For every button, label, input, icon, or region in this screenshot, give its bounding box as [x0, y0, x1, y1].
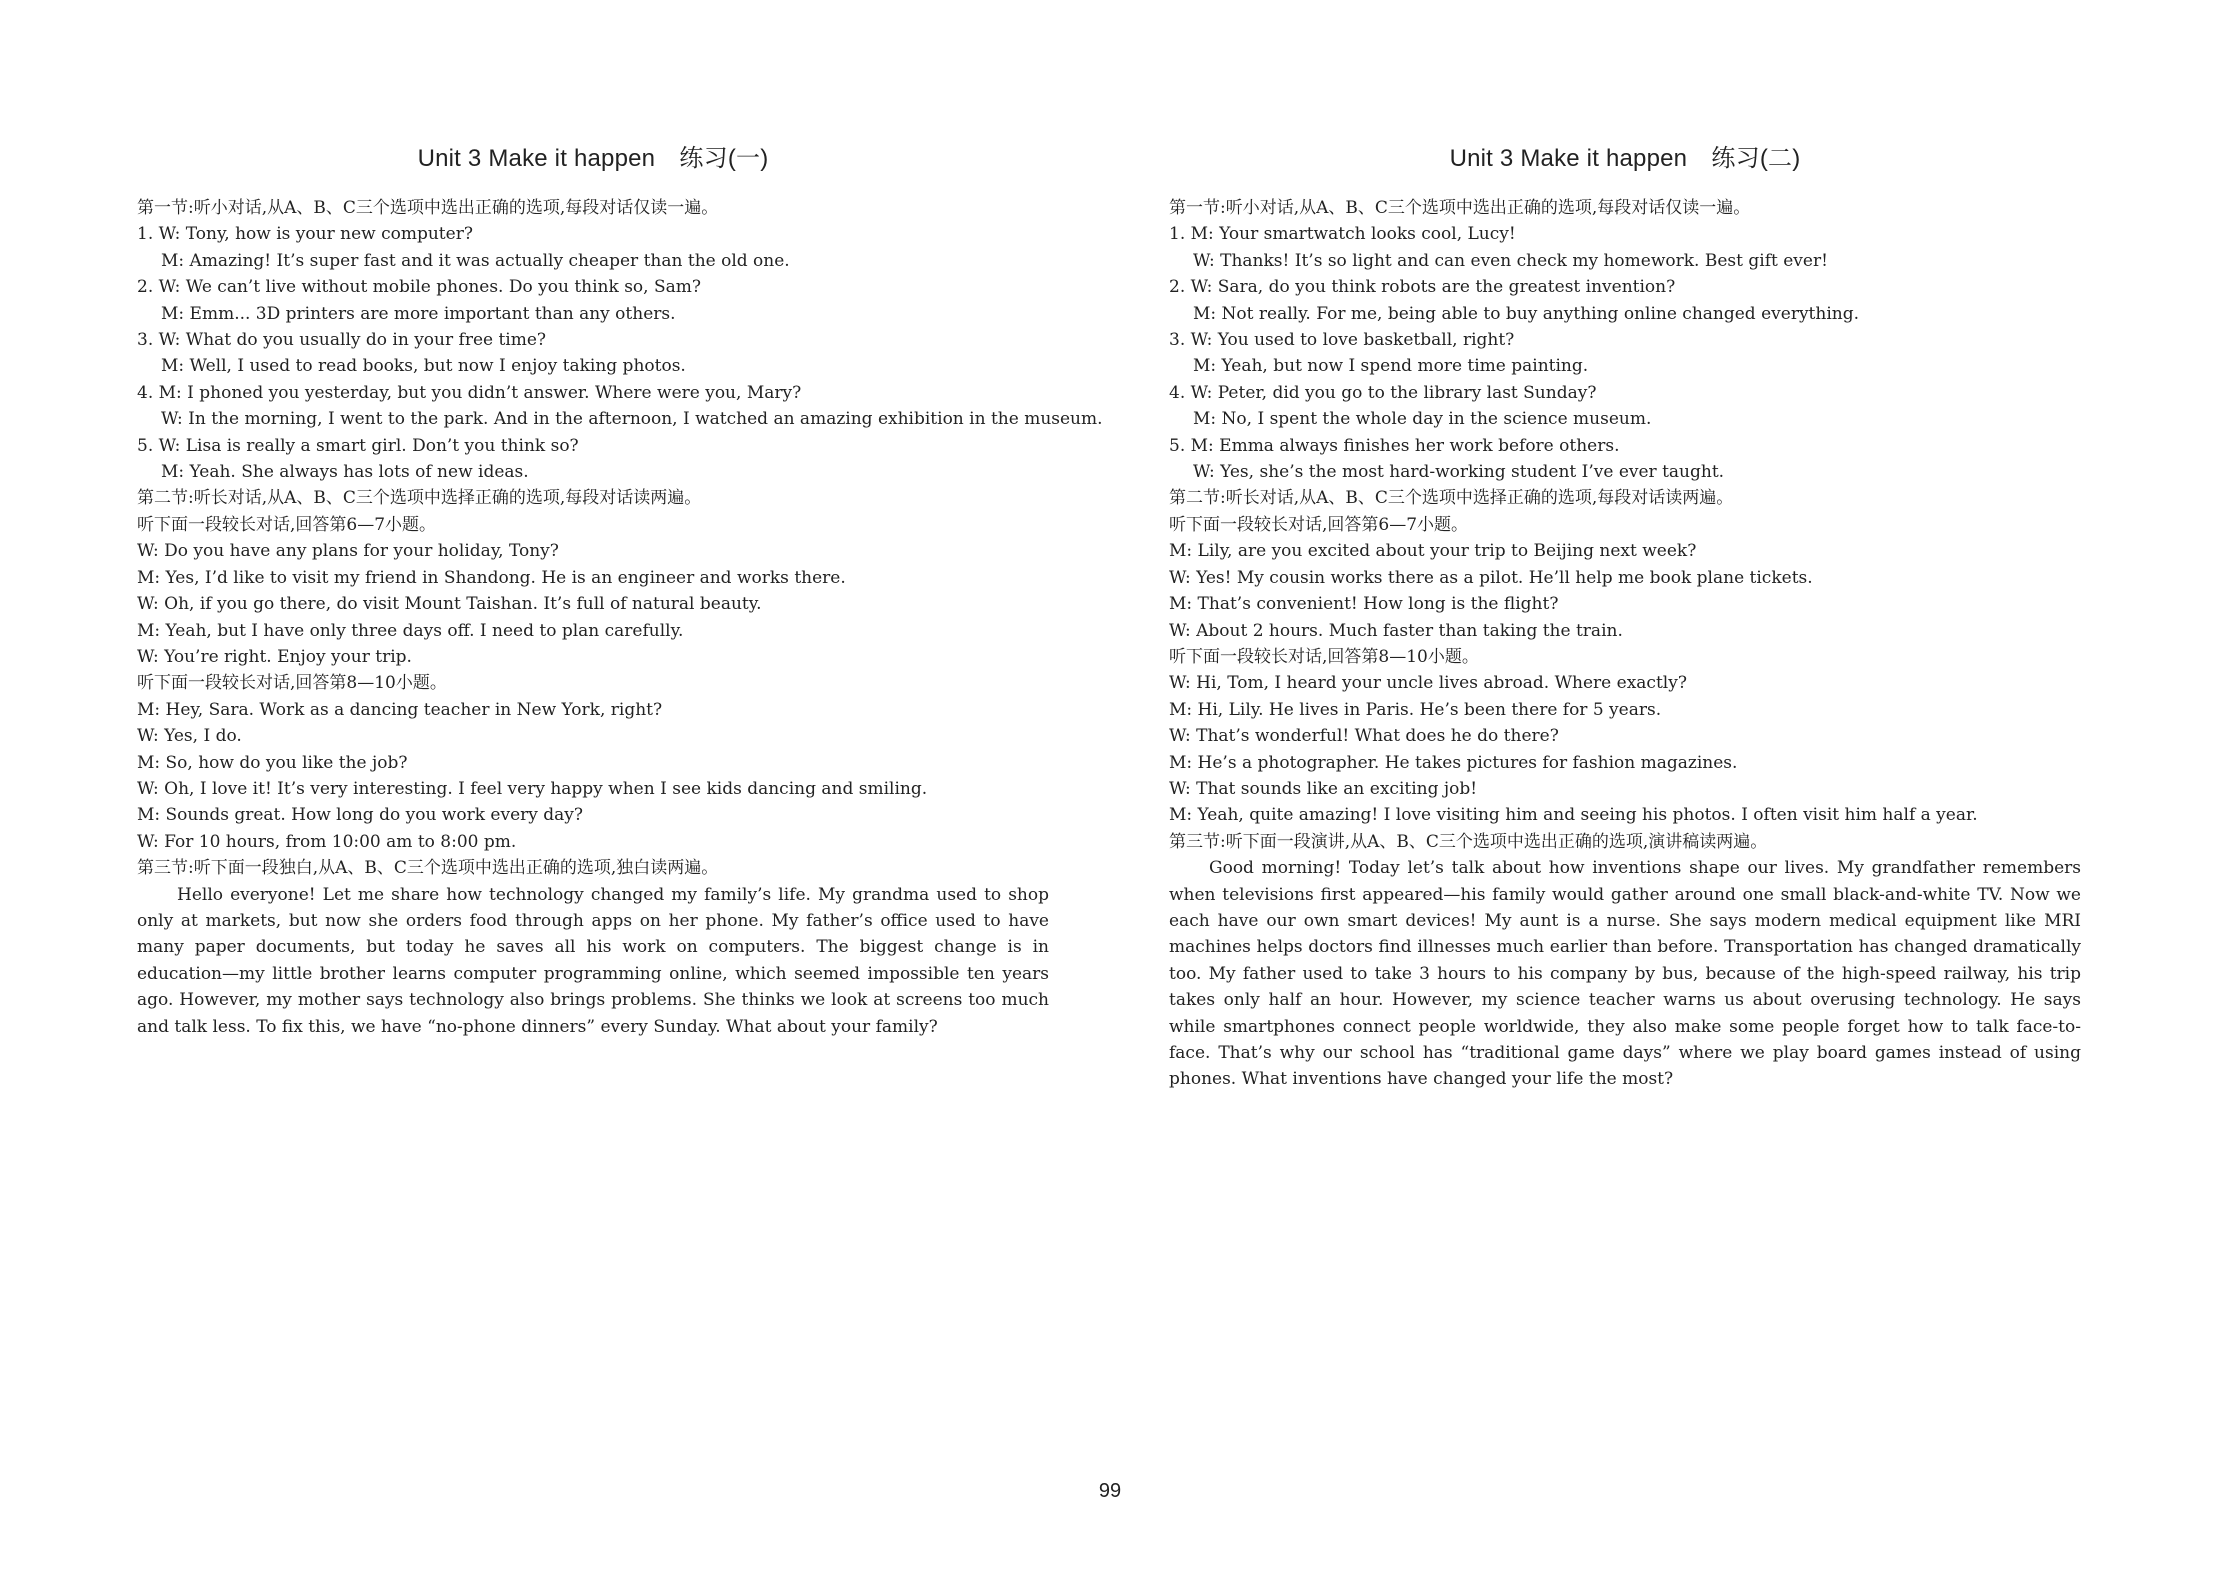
- text-line: 听下面一段较长对话,回答第8—10小题。: [1169, 646, 1479, 667]
- text-line: 2. W: Sara, do you think robots are the greatest invention?: [1169, 277, 1676, 298]
- text-line: 3. W: What do you usually do in your free time?: [137, 330, 547, 351]
- text-line: M: Hi, Lily. He lives in Paris. He’s been there for 5 years.: [1169, 699, 1662, 720]
- text-line: M: Yeah, quite amazing! I love visiting him and seeing his photos. I often visit him half a year.: [1169, 805, 1978, 826]
- right-exercise-title: Unit 3 Make it happen 练习(二): [1449, 145, 1801, 172]
- right-exercise-column: [1169, 138, 2081, 1093]
- text-line: W: Oh, if you go there, do visit Mount Taishan. It’s full of natural beauty.: [137, 594, 762, 615]
- text-line: W: For 10 hours, from 10:00 am to 8:00 pm.: [137, 831, 517, 852]
- text-line: 听下面一段较长对话,回答第8—10小题。: [137, 673, 447, 694]
- text-line: 5. W: Lisa is really a smart girl. Don’t you think so?: [137, 435, 579, 456]
- text-line: 4. W: Peter, did you go to the library last Sunday?: [1169, 382, 1597, 403]
- text-line: M: Yeah, but I have only three days off. I need to plan carefully.: [137, 620, 684, 641]
- right-exercise-lines: [1169, 195, 2081, 855]
- text-line: M: So, how do you like the job?: [137, 752, 408, 773]
- text-line: W: That sounds like an exciting job!: [1169, 778, 1478, 799]
- text-line: W: Oh, I love it! It’s very interesting. I feel very happy when I see kids dancing and smiling.: [137, 778, 928, 799]
- text-line: M: Hey, Sara. Work as a dancing teacher in New York, right?: [137, 699, 663, 720]
- right-speech-passage: Good morning! Today let’s talk about how inventions shape our lives. My grandfather remembers when televisions first appeared—his family would gather around one small black-and-white TV. Now we each have our own smart devices! My aunt is a nurse. She says modern medical equipment like MRI machines helps doctors find illnesses much earlier than before. Transportation has changed dramatically too. My father used to take 3 hours to his company by bus, because of the high-speed railway, his trip takes only half an hour. However, my science teacher warns us about overusing technology. He says while smartphones connect people worldwide, they also make some people forget how to talk face-to-face. That’s why our school has “traditional game days” where we play board games instead of using phones. What inventions have changed your life the most?: [1169, 858, 2081, 1090]
- text-line: W: About 2 hours. Much faster than taking the train.: [1169, 620, 1623, 641]
- left-exercise-column: [137, 138, 1103, 1040]
- text-line: W: Do you have any plans for your holiday, Tony?: [137, 541, 559, 562]
- text-line: W: Thanks! It’s so light and can even check my homework. Best gift ever!: [1193, 250, 1828, 271]
- text-line: W: That’s wonderful! What does he do there?: [1169, 726, 1559, 747]
- left-monologue-passage: Hello everyone! Let me share how technology changed my family’s life. My grandma used to shop only at markets, but now she orders food through apps on her phone. My father’s office used to have many paper documents, but today he saves all his work on computers. The biggest change is in education—my little brother learns computer programming online, which seemed impossible ten years ago. However, my mother says technology also brings problems. She thinks we look at screens too much and talk less. To fix this, we have “no-phone dinners” every Sunday. What about your family?: [137, 884, 1049, 1037]
- text-line: 第一节:听小对话,从A、B、C三个选项中选出正确的选项,每段对话仅读一遍。: [1169, 198, 1751, 218]
- text-line: M: Yes, I’d like to visit my friend in Shandong. He is an engineer and works there.: [137, 567, 846, 588]
- text-line: M: Lily, are you excited about your trip to Beijing next week?: [1169, 541, 1697, 562]
- text-line: M: Not really. For me, being able to buy anything online changed everything.: [1193, 303, 1859, 324]
- left-exercise-lines: [137, 195, 1103, 882]
- text-line: W: You’re right. Enjoy your trip.: [137, 646, 412, 667]
- text-line: 4. M: I phoned you yesterday, but you didn’t answer. Where were you, Mary?: [137, 382, 802, 403]
- text-line: 第二节:听长对话,从A、B、C三个选项中选择正确的选项,每段对话读两遍。: [1169, 488, 1734, 509]
- text-line: 第一节:听小对话,从A、B、C三个选项中选出正确的选项,每段对话仅读一遍。: [137, 198, 719, 218]
- text-line: M: Yeah, but now I spend more time painting.: [1193, 356, 1589, 377]
- text-line: 第三节:听下面一段演讲,从A、B、C三个选项中选出正确的选项,演讲稿读两遍。: [1169, 831, 1768, 852]
- text-line: M: Yeah. She always has lots of new ideas.: [161, 462, 529, 483]
- text-line: 听下面一段较长对话,回答第6—7小题。: [137, 514, 437, 535]
- text-line: M: He’s a photographer. He takes pictures for fashion magazines.: [1169, 752, 1738, 773]
- text-line: M: No, I spent the whole day in the science museum.: [1193, 409, 1652, 430]
- text-line: M: Emm... 3D printers are more important than any others.: [161, 303, 676, 324]
- left-exercise-title: Unit 3 Make it happen 练习(一): [417, 145, 769, 172]
- text-line: M: Amazing! It’s super fast and it was actually cheaper than the old one.: [161, 250, 790, 271]
- text-line: M: Sounds great. How long do you work every day?: [137, 805, 584, 826]
- text-line: 2. W: We can’t live without mobile phones. Do you think so, Sam?: [137, 277, 701, 298]
- text-line: 听下面一段较长对话,回答第6—7小题。: [1169, 514, 1469, 535]
- text-line: W: Hi, Tom, I heard your uncle lives abroad. Where exactly?: [1169, 673, 1687, 694]
- text-line: M: That’s convenient! How long is the flight?: [1169, 594, 1559, 615]
- text-line: 第二节:听长对话,从A、B、C三个选项中选择正确的选项,每段对话读两遍。: [137, 488, 702, 509]
- text-line: W: Yes! My cousin works there as a pilot. He’ll help me book plane tickets.: [1169, 567, 1813, 588]
- text-line: W: In the morning, I went to the park. And in the afternoon, I watched an amazing exhibition in the museum.: [161, 409, 1103, 430]
- text-line: 3. W: You used to love basketball, right?: [1169, 330, 1515, 351]
- text-line: W: Yes, she’s the most hard-working student I’ve ever taught.: [1193, 462, 1725, 483]
- text-line: W: Yes, I do.: [137, 726, 242, 747]
- text-line: 1. M: Your smartwatch looks cool, Lucy!: [1169, 224, 1516, 245]
- page-number: 99: [1098, 1480, 1122, 1502]
- text-line: 第三节:听下面一段独白,从A、B、C三个选项中选出正确的选项,独白读两遍。: [137, 858, 719, 879]
- text-line: M: Well, I used to read books, but now I enjoy taking photos.: [161, 356, 686, 377]
- text-line: 1. W: Tony, how is your new computer?: [137, 224, 473, 245]
- text-line: 5. M: Emma always finishes her work before others.: [1169, 435, 1620, 456]
